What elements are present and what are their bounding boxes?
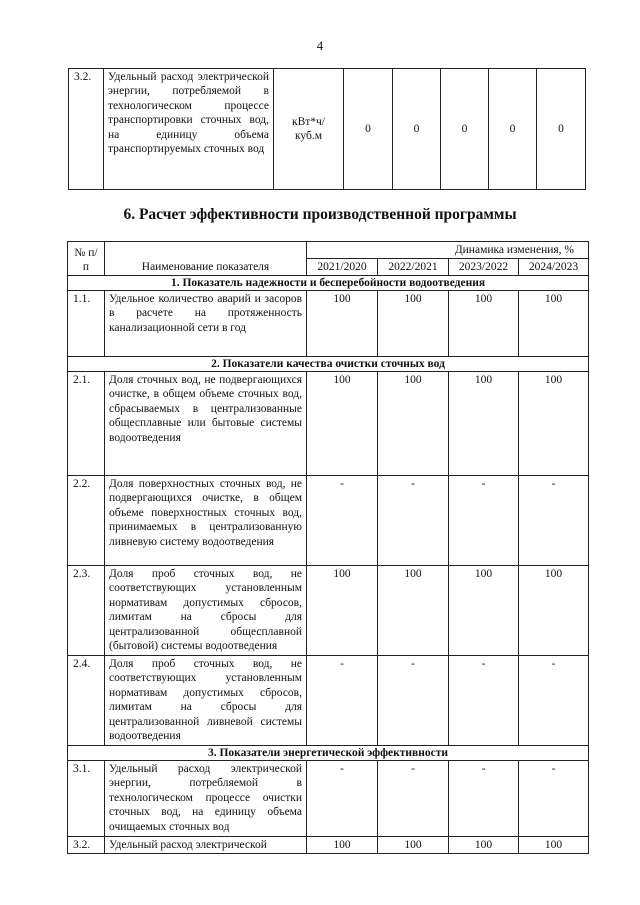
- value-cell: 100: [519, 291, 589, 357]
- section-heading: 2. Показатели качества очистки сточных вод: [68, 357, 589, 372]
- row-number: 2.2.: [68, 476, 105, 566]
- header-number: № п/п: [68, 242, 105, 276]
- value-cell: 100: [449, 291, 519, 357]
- indicator-name: Доля поверхностных сточных вод, не подвергающихся очистке, в общем объеме поверхностных сточных вод, принимаемых в централизованную ливневую систему водоотведения: [105, 476, 307, 566]
- section-heading-row: [68, 276, 589, 291]
- value-cell: -: [449, 761, 519, 837]
- value-cell: 100: [519, 566, 589, 656]
- indicator-name: Доля проб сточных вод, не соответствующих установленным нормативам допустимых сбросов, лимитам на сбросы для централизованной общесплавной (бытовой) системы водоотведения: [105, 566, 307, 656]
- unit-cell: кВт*ч/ куб.м: [274, 69, 344, 190]
- row-number: 3.2.: [68, 837, 105, 854]
- header-indicator-name: Наименование показателя: [105, 242, 307, 276]
- table-row: [68, 656, 589, 746]
- section-heading-row: [68, 357, 589, 372]
- row-number: 2.1.: [68, 372, 105, 476]
- header-year: 2022/2021: [378, 259, 449, 276]
- value-cell: 100: [378, 566, 449, 656]
- value-cell: -: [378, 476, 449, 566]
- value-cell: 100: [378, 837, 449, 854]
- row-number: 3.2.: [69, 69, 104, 190]
- value-cell: 100: [449, 837, 519, 854]
- header-dynamics: Динамика изменения, %: [307, 242, 589, 259]
- value-cell: -: [307, 761, 378, 837]
- value-cell: 0: [441, 69, 489, 190]
- indicator-name: Удельный расход электрической энергии, потребляемой в технологическом процессе очистки сточных вод, на единицу объема очищаемых сточных вод: [105, 761, 307, 837]
- table-row: [68, 761, 589, 837]
- value-cell: 0: [537, 69, 586, 190]
- value-cell: 0: [393, 69, 441, 190]
- section-heading: 3. Показатели энергетической эффективности: [68, 746, 589, 761]
- table-header-row: [68, 242, 589, 259]
- table-row: [68, 566, 589, 656]
- indicator-name: Удельное количество аварий и засоров в расчете на протяженность канализационной сети в год: [105, 291, 307, 357]
- value-cell: -: [519, 761, 589, 837]
- table-row: [69, 69, 586, 190]
- table-row: [68, 476, 589, 566]
- table-row: [68, 291, 589, 357]
- value-cell: -: [449, 656, 519, 746]
- indicator-name: Удельный расход электрической энергии, потребляемой в технологическом процессе транспортировки сточных вод, на единицу объема транспортируемых сточных вод: [104, 69, 274, 190]
- header-year: 2024/2023: [519, 259, 589, 276]
- efficiency-table: [67, 241, 589, 854]
- value-cell: 100: [449, 372, 519, 476]
- value-cell: -: [307, 476, 378, 566]
- value-cell: -: [307, 656, 378, 746]
- value-cell: 100: [307, 566, 378, 656]
- table-row: [68, 837, 589, 854]
- header-year: 2021/2020: [307, 259, 378, 276]
- row-number: 1.1.: [68, 291, 105, 357]
- row-number: 2.4.: [68, 656, 105, 746]
- value-cell: 100: [378, 372, 449, 476]
- value-cell: -: [378, 656, 449, 746]
- indicator-name: Доля сточных вод, не подвергающихся очистке, в общем объеме сточных вод, сбрасываемых в централизованные общесплавные или бытовые системы водоотведения: [105, 372, 307, 476]
- section-heading-row: [68, 746, 589, 761]
- value-cell: 0: [344, 69, 393, 190]
- row-number: 3.1.: [68, 761, 105, 837]
- section-title: 6. Расчет эффективности производственной программы: [123, 206, 517, 223]
- value-cell: 100: [519, 372, 589, 476]
- row-number: 2.3.: [68, 566, 105, 656]
- value-cell: 100: [307, 372, 378, 476]
- value-cell: 100: [378, 291, 449, 357]
- value-cell: -: [519, 656, 589, 746]
- value-cell: -: [449, 476, 519, 566]
- section-heading: 1. Показатель надежности и бесперебойности водоотведения: [68, 276, 589, 291]
- value-cell: 100: [449, 566, 519, 656]
- value-cell: 100: [307, 291, 378, 357]
- value-cell: 0: [489, 69, 537, 190]
- value-cell: 100: [519, 837, 589, 854]
- value-cell: -: [519, 476, 589, 566]
- value-cell: -: [378, 761, 449, 837]
- header-year: 2023/2022: [449, 259, 519, 276]
- value-cell: 100: [307, 837, 378, 854]
- table-row: [68, 372, 589, 476]
- indicator-name: Удельный расход электрической: [105, 837, 307, 854]
- continued-indicator-table: [68, 68, 586, 190]
- indicator-name: Доля проб сточных вод, не соответствующих установленным нормативам допустимых сбросов, лимитам на сбросы для централизованной ливневой системы водоотведения: [105, 656, 307, 746]
- page-number: 4: [316, 38, 324, 53]
